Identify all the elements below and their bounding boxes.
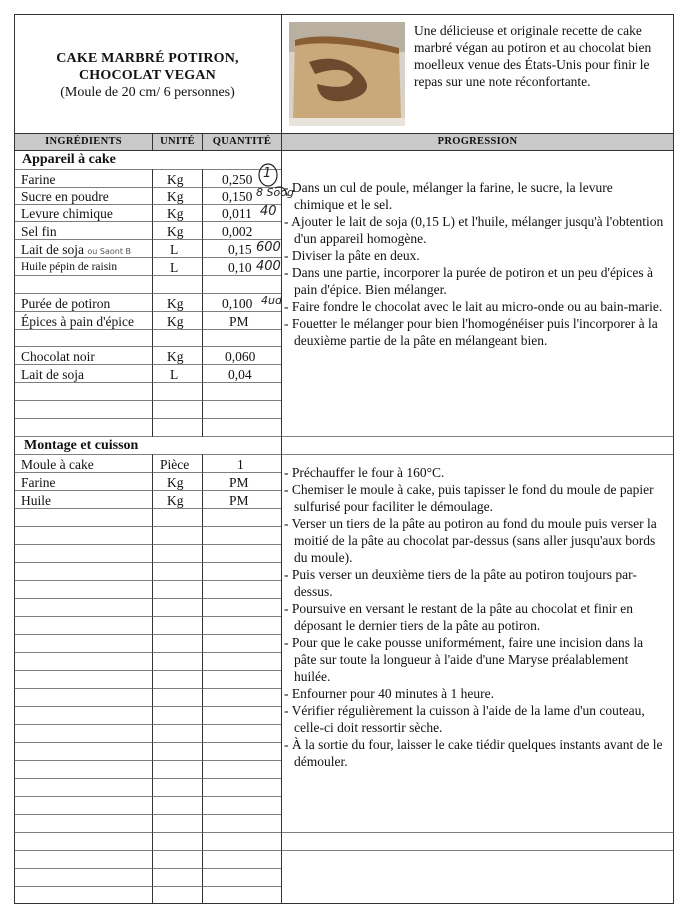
ingredient-unit: Kg: [167, 296, 184, 311]
ingredient-unit: L: [170, 367, 179, 382]
progression-steps-1: [284, 179, 664, 349]
handwritten-note: 40: [260, 204, 277, 219]
handwritten-note: 1: [263, 166, 272, 181]
cake-photo: [289, 22, 405, 126]
ingredient-unit: Kg: [167, 224, 184, 239]
step-item: - À la sortie du four, laisser le cake tiédir quelques instants avant de le démouler.: [284, 736, 664, 770]
handwritten-note: 4ud: [261, 294, 282, 307]
ingredient-qty: PM: [229, 493, 249, 508]
ingredient-name: Levure chimique: [21, 206, 113, 221]
step-item: - Préchauffer le four à 160°C.: [284, 464, 664, 481]
progression-steps-2: [284, 464, 664, 770]
handwritten-note: 600: [256, 240, 281, 255]
ingredient-name: Farine: [21, 475, 56, 490]
ingredient-name: Farine: [21, 172, 56, 187]
step-item: - Enfourner pour 40 minutes à 1 heure.: [284, 685, 664, 702]
ingredient-unit: Pièce: [160, 457, 190, 472]
ingredient-unit: L: [170, 260, 179, 275]
ingredient-unit: Kg: [167, 475, 184, 490]
step-item: - Diviser la pâte en deux.: [284, 247, 664, 264]
step-item: - Faire fondre le chocolat avec le lait au micro-onde ou au bain-marie.: [284, 298, 664, 315]
ingredient-qty: 0,04: [228, 367, 252, 382]
ingredient-qty: 0,011: [222, 206, 252, 221]
step-item: - Pour que le cake pousse uniformément, faire une incision dans la pâte sur toute la longueur à l'aide d'une Maryse préalablement huilée.: [284, 634, 664, 685]
ingredient-qty: 1: [237, 457, 244, 472]
ingredient-name-text: Lait de soja: [21, 242, 84, 257]
recipe-title-block: [30, 50, 265, 101]
ingredient-qty: 0,002: [222, 224, 253, 239]
step-item: - Puis verser un deuxième tiers de la pâte au potiron toujours par-dessus.: [284, 566, 664, 600]
ingredient-name: Huile: [21, 493, 51, 508]
ingredient-unit: Kg: [167, 493, 184, 508]
step-item: - Poursuive en versant le restant de la pâte au chocolat et finir en déposant le dernier tiers de la pâte au potiron.: [284, 600, 664, 634]
ingredient-name: Lait de soja: [21, 367, 84, 382]
ingredient-unit: Kg: [167, 349, 184, 364]
ingredient-name: Sucre en poudre: [21, 189, 109, 204]
ingredient-qty: 0,10: [228, 260, 252, 275]
recipe-intro: Une délicieuse et originale recette de cake marbré végan au potiron et au chocolat bien moelleux venue des États-Unis pour finir le repas sur une note réconfortante.: [414, 23, 652, 89]
handwritten-note: 400: [256, 259, 281, 274]
ingredient-qty: 0,100: [222, 296, 253, 311]
ingredient-unit: Kg: [167, 314, 184, 329]
ingredient-unit: Kg: [167, 206, 184, 221]
ingredient-name: Chocolat noir: [21, 349, 95, 364]
recipe-subtitle: (Moule de 20 cm/ 6 personnes): [60, 85, 235, 100]
ingredient-name: Huile pépin de raisin: [21, 261, 118, 273]
ingredient-qty: 0,060: [225, 349, 256, 364]
ingredient-name: Sel fin: [21, 224, 57, 239]
header-quantity: QUANTITÉ: [212, 136, 272, 147]
step-item: - Dans un cul de poule, mélanger la farine, le sucre, la levure chimique et le sel.: [284, 179, 664, 213]
ingredient-name: Purée de potiron: [21, 296, 111, 311]
ingredient-qty: 0,15: [228, 242, 252, 257]
ingredient-name: Moule à cake: [21, 457, 94, 472]
ingredient-qty: 0,250: [222, 172, 253, 187]
ingredient-unit: Kg: [167, 189, 184, 204]
header-progression: PROGRESSION: [437, 136, 518, 147]
handwritten-note: 8 Soog: [256, 186, 294, 199]
ingredient-qty: 0,150: [222, 189, 253, 204]
ingredient-unit: Kg: [167, 172, 184, 187]
step-item: - Verser un tiers de la pâte au potiron au fond du moule puis verser la moitié de la pâte au chocolat par-dessus (sans aller jusqu'aux bords du moule).: [284, 515, 664, 566]
section-title-appareil: Appareil à cake: [22, 152, 116, 167]
ingredient-qty: PM: [229, 314, 249, 329]
header-ingredients: INGRÉDIENTS: [45, 136, 122, 147]
handwritten-substitute-note: ou Saont B: [87, 247, 131, 256]
step-item: - Ajouter le lait de soja (0,15 L) et l'huile, mélanger jusqu'à l'obtention d'un appareil homogène.: [284, 213, 664, 247]
header-unit: UNITÉ: [160, 136, 195, 147]
step-item: - Chemiser le moule à cake, puis tapisser le fond du moule de papier sulfurisé pour faciliter le démoulage.: [284, 481, 664, 515]
ingredient-name: [21, 241, 131, 260]
ingredient-unit: L: [170, 242, 179, 257]
step-item: - Dans une partie, incorporer la purée de potiron et un peu d'épices à pain d'épice. Bien mélanger.: [284, 264, 664, 298]
ingredient-qty: PM: [229, 475, 249, 490]
step-item: - Fouetter le mélanger pour bien l'homogénéiser puis l'incorporer à la deuxième partie de la pâte en mélangeant bien.: [284, 315, 664, 349]
recipe-title-line1: CAKE MARBRÉ POTIRON,: [56, 51, 239, 66]
step-item: - Vérifier régulièrement la cuisson à l'aide de la lame d'un couteau, celle-ci doit ressortir sèche.: [284, 702, 664, 736]
section-title-montage: Montage et cuisson: [24, 438, 139, 453]
recipe-title-line2: CHOCOLAT VEGAN: [79, 68, 216, 83]
ingredient-name: Épices à pain d'épice: [21, 314, 135, 329]
